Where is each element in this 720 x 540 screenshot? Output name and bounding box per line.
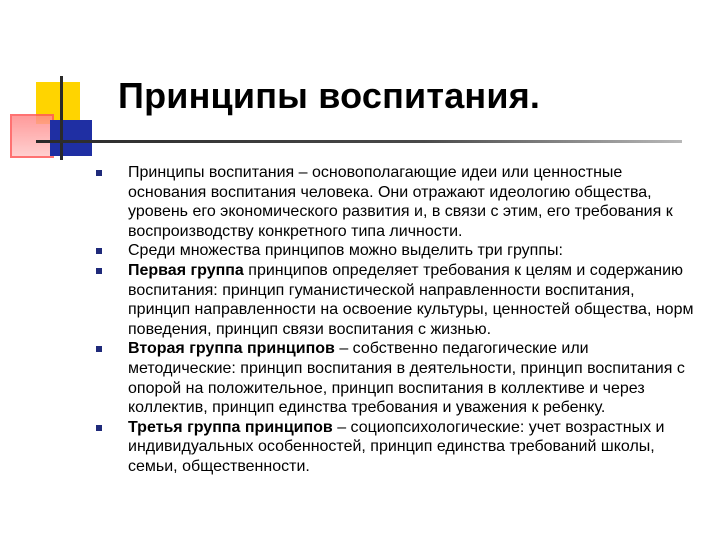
bullet-square-icon xyxy=(96,170,102,176)
bullet-list xyxy=(96,163,696,477)
bullet-bold-lead: Вторая группа принципов xyxy=(128,340,335,358)
bullet-square-icon xyxy=(96,346,102,352)
decor-vertical-line xyxy=(60,76,63,160)
bullet-item xyxy=(96,339,696,417)
slide-title: Принципы воспитания. xyxy=(118,75,541,116)
title-underline xyxy=(36,140,682,143)
bullet-item xyxy=(96,418,696,477)
bullet-bold-lead: Первая группа xyxy=(128,261,244,279)
bullet-square-icon xyxy=(96,248,102,254)
decor-red-square xyxy=(10,114,54,158)
bullet-square-icon xyxy=(96,425,102,431)
bullet-item xyxy=(96,241,696,261)
bullet-text: принципов определяет требования к целям и содержанию воспитания: принцип гуманистической направленности воспитания, принцип направленности на освоение культуры, ценностей общества, норм поведения, принцип связи воспитания с жизнью. xyxy=(128,261,694,338)
bullet-square-icon xyxy=(96,268,102,274)
bullet-text: – социопсихологические: учет возрастных и индивидуальных особенностей, принцип единства требований школы, семьи, общественности. xyxy=(128,418,665,475)
decor-blue-square xyxy=(50,120,92,156)
bullet-text: – собственно педагогические или методические: принцип воспитания в деятельности, принцип воспитания с опорой на положительное, принцип воспитания в коллективе и через коллектив, принцип единства требования и уважения к ребенку. xyxy=(128,340,685,417)
bullet-bold-lead: Третья группа принципов xyxy=(128,418,333,436)
bullet-item xyxy=(96,261,696,339)
bullet-item xyxy=(96,163,696,241)
bullet-text: Среди множества принципов можно выделить три группы: xyxy=(128,242,563,260)
bullet-text: Принципы воспитания – основополагающие идеи или ценностные основания воспитания человека. Они отражают идеологию общества, уровень его экономического развития и, в связи с этим, его требования к воспроизводству конкретного типа личности. xyxy=(128,164,673,240)
